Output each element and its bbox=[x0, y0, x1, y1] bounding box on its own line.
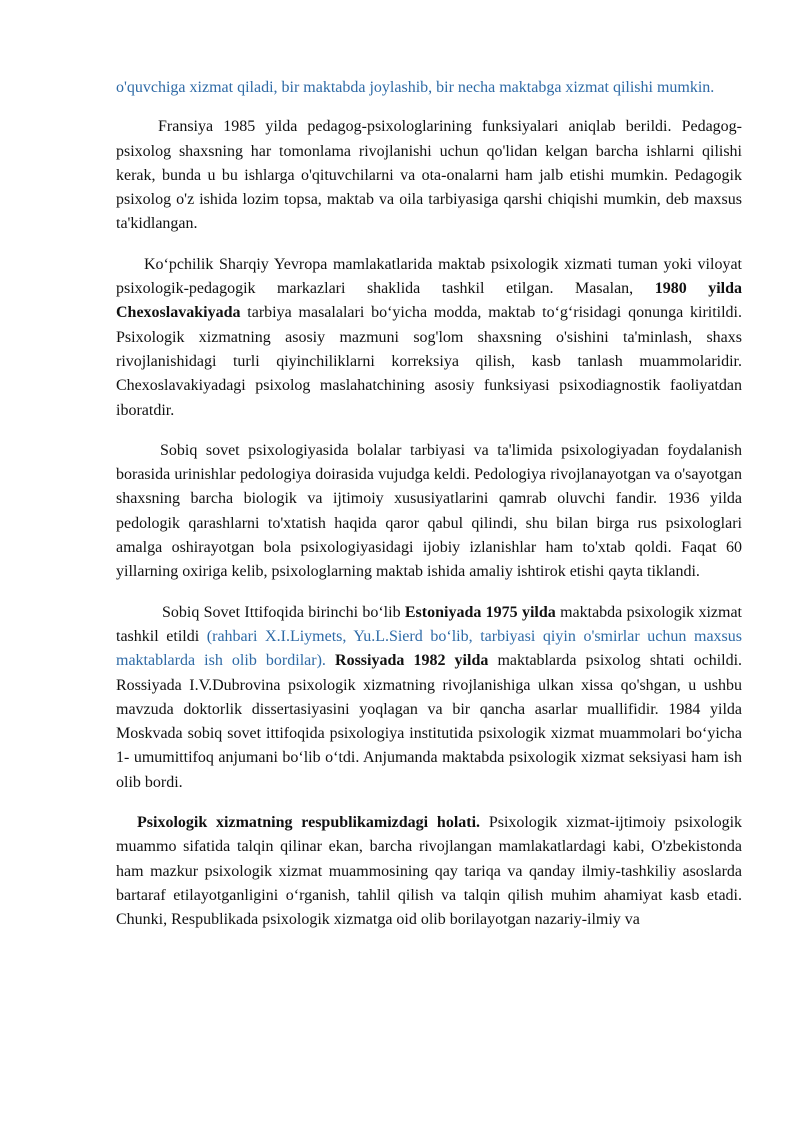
section-heading-respublika-holati: Psixologik xizmatning respublikamizdagi holati. bbox=[137, 814, 481, 832]
paragraph-estoniya-text-2: maktabda psixologik xizmat tashkil etildi bbox=[116, 603, 742, 645]
paragraph-sharqiy-yevropa-text-2: tarbiya masalalari bo‘yicha modda, maktab to‘g‘risidagi qonunga kiritildi. Psixologik xizmatning asosiy mazmuni sog'lom shaxsning o'sishini ta'minlash, shaxs rivojlanishidagi turli qiyinchiliklarni korreksiya qilish, kasb tanlash muammolaridir. Chexoslavakiyadagi psixolog maslahatchining asosiy funksiyasi psixodiagnostik faoliyatdan iboratdir. bbox=[116, 304, 742, 419]
paragraph-intro bbox=[116, 76, 742, 100]
paragraph-respublika-holati bbox=[116, 811, 742, 932]
bold-rossiya: Rossiyada 1982 yilda bbox=[335, 652, 489, 670]
bold-chexoslavakiya: 1980 yilda Chexoslavakiyada bbox=[116, 280, 742, 322]
paragraph-estoniya-space bbox=[326, 652, 335, 669]
paragraph-sobiq-sovet-psixologiyasi bbox=[116, 439, 742, 585]
paragraph-respublika-holati-text: Psixologik xizmat-ijtimoiy psixologik muammo sifatida talqin qilinar ekan, barcha rivojlangan mamlakatlardagi kabi, O'zbekistonda ham mazkur psixologik xizmat muammosining qay tariqa va qanday ilmiy-tashkiliy asoslarda bartaraf etilayotganligini o‘rganish, tahlil qilish va talqin qilish muhim ahamiyat kasb etadi. Chunki, Respublikada psixologik xizmatga oid olib borilayotgan nazariy-ilmiy va bbox=[116, 814, 743, 929]
paragraph-estoniya bbox=[116, 601, 742, 795]
paragraph-fransiya-text: Fransiya 1985 yilda pedagog-psixologlarining funksiyalari aniqlab berildi. Pedagog-psixolog shaxsning har tomonlama rivojlanishi uchun qo'lidan kelgan barcha ishlarni qilishi kerak, bunda u bu ishlarga o'qituvchilarni va ota-onalarni ham jalb etishi mumkin. Pedagogik psixolog o'z ishida lozim topsa, maktab va oila tarbiyasiga qarshi chiqishi mumkin, deb maxsus ta'kidlangan. bbox=[116, 118, 742, 233]
paragraph-sharqiy-yevropa bbox=[116, 253, 742, 423]
paragraph-estoniya-text-1: Sobiq Sovet Ittifoqida birinchi bo‘lib bbox=[162, 603, 405, 621]
paragraph-fransiya bbox=[116, 115, 742, 236]
estoniya-blue-note: (rahbari X.I.Liymets, Yu.L.Sierd bo‘lib, tarbiyasi qiyin o'smirlar uchun maxsus maktablarda ish olib bordilar). bbox=[116, 627, 742, 670]
intro-blue-text: o'quvchiga xizmat qiladi, bir maktabda joylashib, bir necha maktabga xizmat qilishi mumkin. bbox=[116, 79, 715, 96]
paragraph-sobiq-sovet-psixologiyasi-text: Sobiq sovet psixologiyasida bolalar tarbiyasi va ta'limida psixologiyadan foydalanish borasida urinishlar pedologiya doirasida vujudga keldi. Pedologiya rivojlanayotgan va o'sayotgan shaxsning barcha biologik va ijtimoiy xususiyatlarini qamrab oluvchi fandir. 1936 yilda pedologik qarashlarni to'xtatish haqida qaror qabul qilindi, shu bilan birga rus psixologlari amalga oshirayotgan bola psixologiyasidagi ijobiy izlanishlar ham to'xtab qoldi. Faqat 60 yillarning oxiriga kelib, psixologlarning maktab ishida amaliy ishtirok etishi qayta tiklandi. bbox=[116, 441, 742, 581]
bold-estoniya: Estoniyada 1975 yilda bbox=[404, 603, 556, 621]
document-page bbox=[116, 76, 742, 933]
paragraph-sharqiy-yevropa-text-1: Ko‘pchilik Sharqiy Yevropa mamlakatlarida maktab psixologik xizmati tuman yoki viloyat psixologik-pedagogik markazlari shaklida tashkil etilgan. Masalan, bbox=[116, 255, 742, 298]
paragraph-estoniya-text-3: maktablarda psixolog shtati ochildi. Rossiyada I.V.Dubrovina psixologik xizmatning rivojlanishiga ulkan xissa qo'shgan, u ushbu mavzuda doktorlik dissertasiyasini yoqlagan va bir qancha asarlar muallifidir. 1984 yilda Moskvada sobiq sovet ittifoqida psixologiya institutida psixologik xizmat muammolari bo‘yicha 1- umumittifoq anjumani bo‘lib o‘tdi. Anjumanda maktabda psixologik xizmat seksiyasi ham ish olib bordi. bbox=[116, 652, 743, 791]
